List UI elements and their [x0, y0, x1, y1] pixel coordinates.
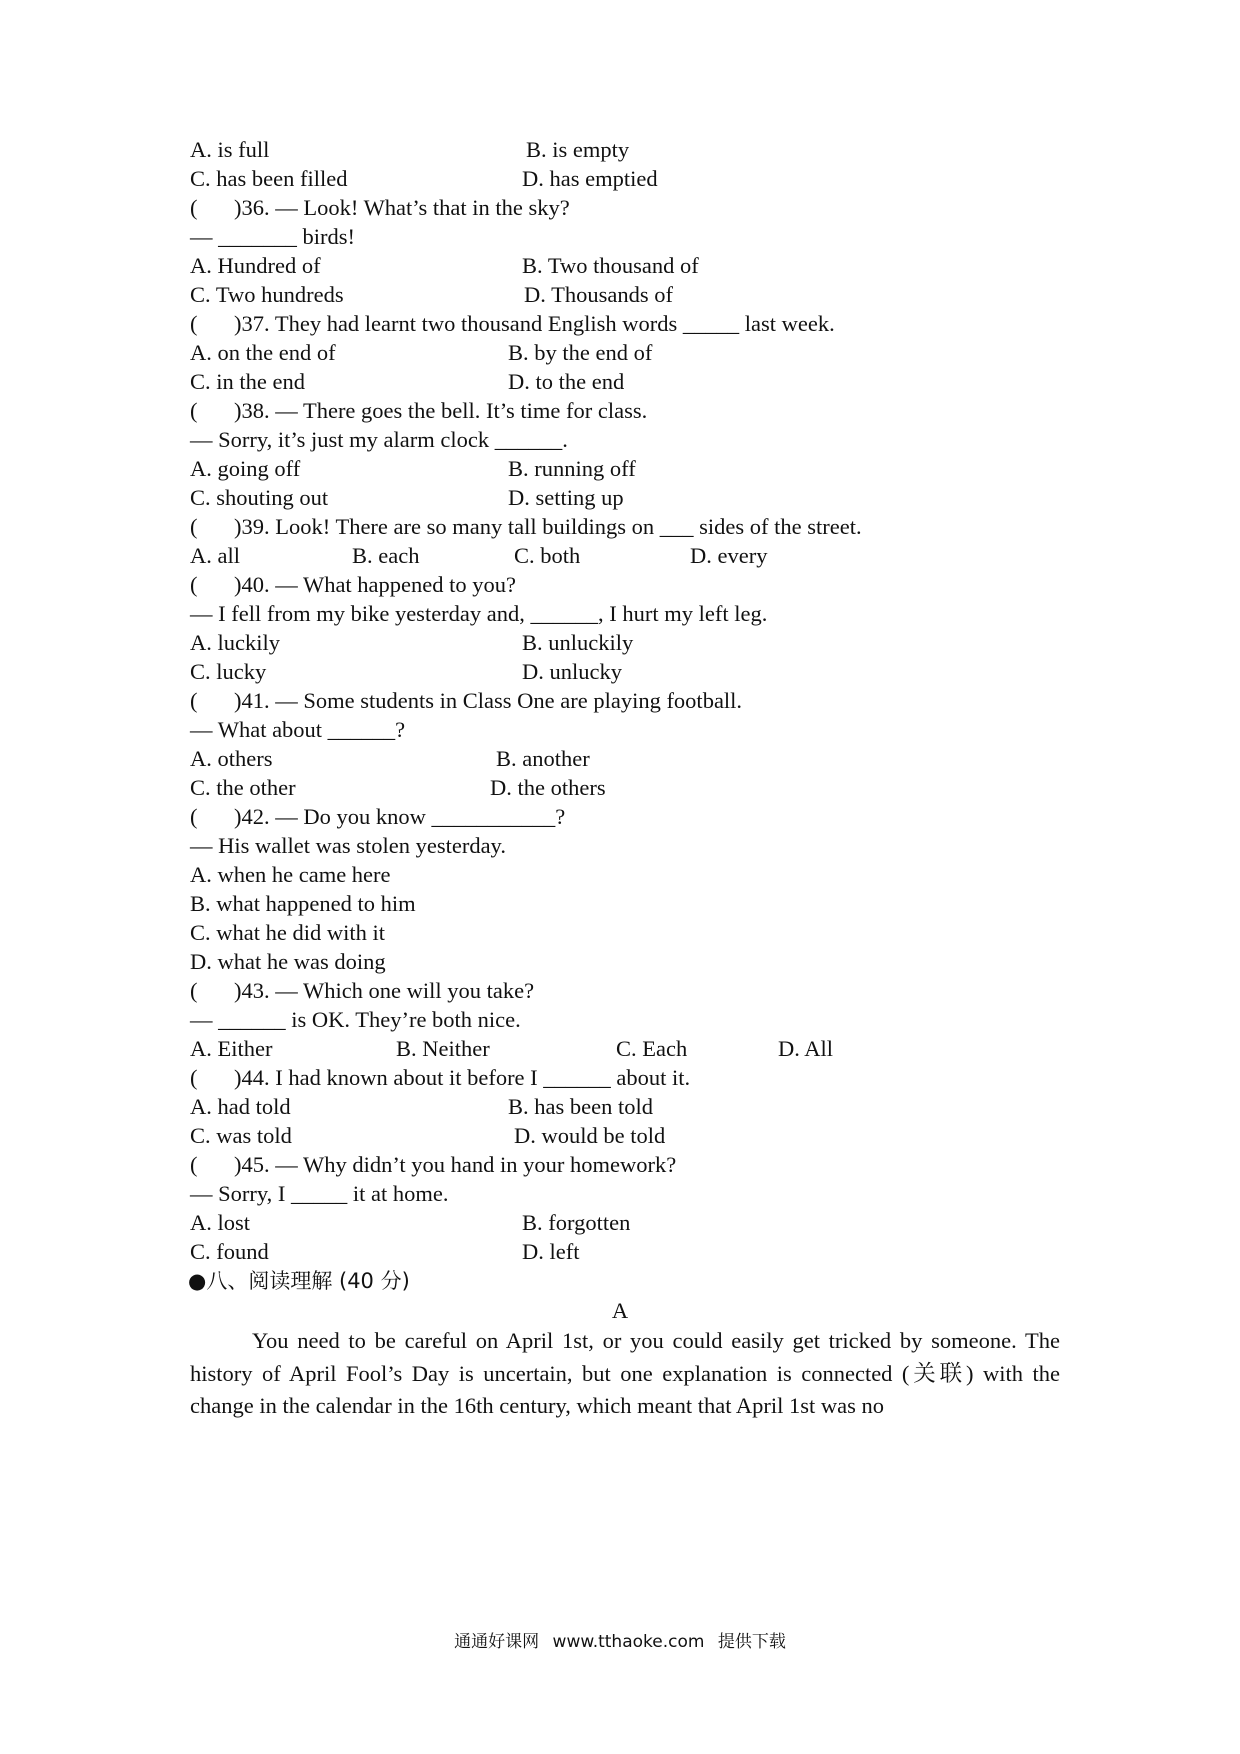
- answer-paren: (: [190, 688, 198, 713]
- q38-option-d: D. setting up: [508, 485, 624, 510]
- q44-option-c: C. was told: [190, 1123, 292, 1148]
- q35-option-d: D. has emptied: [522, 166, 658, 191]
- q45-option-c: C. found: [190, 1239, 269, 1264]
- q42-stem: ( )42. — Do you know ___________?: [190, 802, 565, 832]
- q40-option-d: D. unlucky: [522, 659, 622, 684]
- q40-stem: ( )40. — What happened to you?: [190, 570, 516, 600]
- answer-paren: (: [190, 572, 198, 597]
- q45-option-b: B. forgotten: [522, 1210, 631, 1235]
- q40-reply: — I fell from my bike yesterday and, ______, I hurt my left leg.: [190, 601, 768, 626]
- q38-reply: — Sorry, it’s just my alarm clock ______.: [190, 427, 568, 452]
- q42-option-c: C. what he did with it: [190, 920, 385, 945]
- q36-reply: — _______ birds!: [190, 224, 355, 249]
- q45-option-a: A. lost: [190, 1210, 251, 1235]
- q35-option-a: A. is full: [190, 137, 270, 162]
- q38-stem: ( )38. — There goes the bell. It’s time for class.: [190, 396, 647, 426]
- footer-url: www.tthaoke.com: [552, 1632, 705, 1652]
- q37-option-a: A. on the end of: [190, 340, 336, 365]
- q41-option-d: D. the others: [490, 775, 606, 800]
- q43-option-c: C. Each: [616, 1036, 688, 1061]
- q40-option-c: C. lucky: [190, 659, 267, 684]
- answer-paren: (: [190, 311, 198, 336]
- q35-option-c: C. has been filled: [190, 166, 348, 191]
- q43-option-a: A. Either: [190, 1036, 273, 1061]
- passage-text: You need to be careful on April 1st, or you could easily get tricked by someone. The history of April Fool’s Day is uncertain, but one explanation is connected (关联) with the change in the calendar in the 16th century, which meant that April 1st was no: [190, 1328, 1060, 1418]
- footer-note: 提供下载: [717, 1632, 786, 1652]
- q43-reply: — ______ is OK. They’re both nice.: [190, 1007, 521, 1032]
- q35-option-b: B. is empty: [526, 137, 630, 162]
- q36-option-b: B. Two thousand of: [522, 253, 699, 278]
- q44-option-d: D. would be told: [514, 1123, 666, 1148]
- q44-option-a: A. had told: [190, 1094, 291, 1119]
- q38-option-a: A. going off: [190, 456, 301, 481]
- q43-option-b: B. Neither: [396, 1036, 490, 1061]
- q39-option-d: D. every: [690, 543, 768, 568]
- q38-option-c: C. shouting out: [190, 485, 329, 510]
- q42-option-d: D. what he was doing: [190, 949, 386, 974]
- answer-paren: (: [190, 978, 198, 1003]
- q45-reply: — Sorry, I _____ it at home.: [190, 1181, 449, 1206]
- q37-option-d: D. to the end: [508, 369, 625, 394]
- footer-site-name: 通通好课网: [454, 1632, 540, 1652]
- q43-stem: ( )43. — Which one will you take?: [190, 976, 534, 1006]
- q43-option-d: D. All: [778, 1036, 834, 1061]
- q39-option-c: C. both: [514, 543, 581, 568]
- q44-option-b: B. has been told: [508, 1094, 653, 1119]
- q40-option-b: B. unluckily: [522, 630, 634, 655]
- q36-stem: ( )36. — Look! What’s that in the sky?: [190, 193, 570, 223]
- answer-paren: (: [190, 195, 198, 220]
- q42-option-b: B. what happened to him: [190, 891, 416, 916]
- q38-option-b: B. running off: [508, 456, 636, 481]
- q36-option-a: A. Hundred of: [190, 253, 321, 278]
- q41-option-c: C. the other: [190, 775, 296, 800]
- q40-option-a: A. luckily: [190, 630, 280, 655]
- q37-option-c: C. in the end: [190, 369, 305, 394]
- q45-stem: ( )45. — Why didn’t you hand in your homework?: [190, 1150, 676, 1180]
- q37-option-b: B. by the end of: [508, 340, 653, 365]
- q42-reply: — His wallet was stolen yesterday.: [190, 833, 506, 858]
- q37-stem: ( )37. They had learnt two thousand English words _____ last week.: [190, 309, 835, 339]
- q39-option-a: A. all: [190, 543, 240, 568]
- q36-option-d: D. Thousands of: [524, 282, 673, 307]
- q41-option-a: A. others: [190, 746, 273, 771]
- q41-stem: ( )41. — Some students in Class One are playing football.: [190, 686, 742, 716]
- q45-option-d: D. left: [522, 1239, 580, 1264]
- reading-passage: [190, 1325, 1060, 1423]
- answer-paren: (: [190, 514, 198, 539]
- q39-option-b: B. each: [352, 543, 420, 568]
- q39-stem: ( )39. Look! There are so many tall buildings on ___ sides of the street.: [190, 512, 862, 542]
- answer-paren: (: [190, 804, 198, 829]
- section-title: ●八、阅读理解 (40 分): [188, 1269, 410, 1293]
- page-footer: [0, 1630, 1240, 1654]
- q36-option-c: C. Two hundreds: [190, 282, 344, 307]
- q44-stem: ( )44. I had known about it before I ______ about it.: [190, 1063, 690, 1093]
- answer-paren: (: [190, 398, 198, 423]
- answer-paren: (: [190, 1065, 198, 1090]
- q42-option-a: A. when he came here: [190, 862, 391, 887]
- q41-option-b: B. another: [496, 746, 590, 771]
- passage-label: A: [611, 1298, 629, 1323]
- q41-reply: — What about ______?: [190, 717, 406, 742]
- answer-paren: (: [190, 1152, 198, 1177]
